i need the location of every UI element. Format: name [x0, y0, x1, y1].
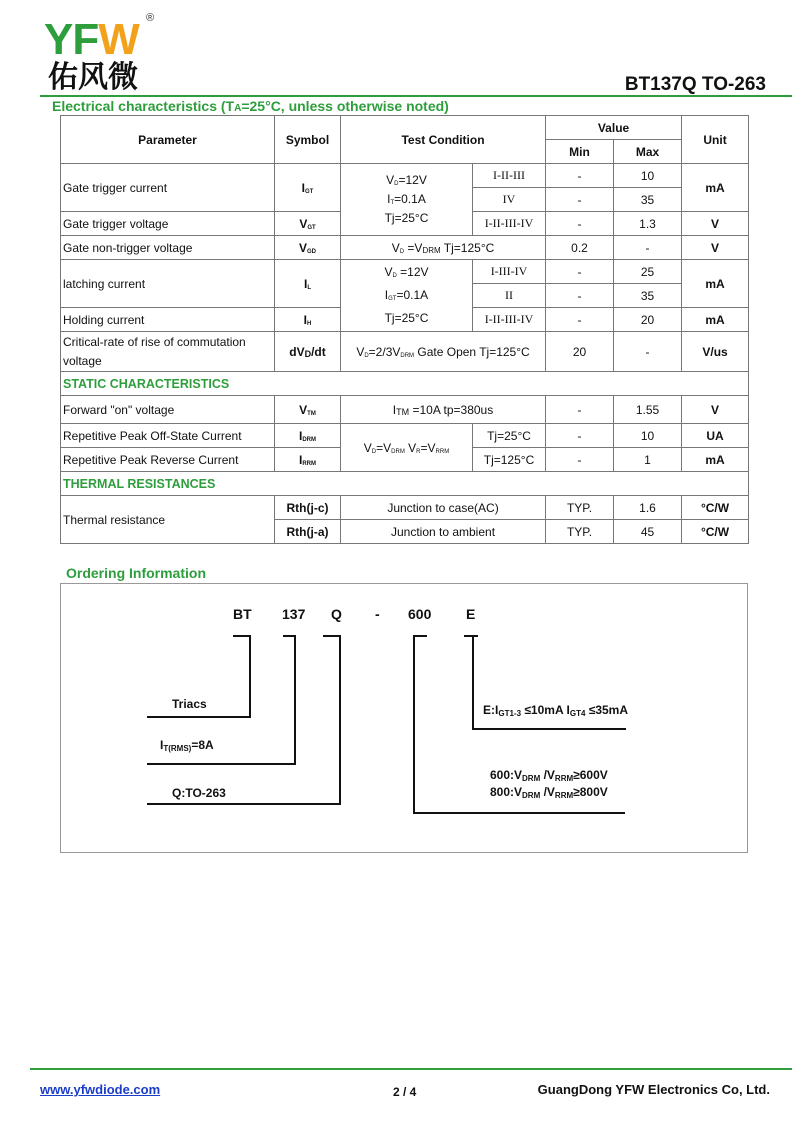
ordering-section-title: Ordering Information	[66, 565, 206, 581]
code-137: 137	[282, 606, 306, 622]
electrical-section-title: Electrical characteristics (TA=25°C, unless otherwise noted)	[52, 98, 449, 114]
max-value: 1	[614, 448, 682, 472]
quadrant: IV	[473, 188, 546, 212]
min-value: -	[546, 188, 614, 212]
company-name: GuangDong YFW Electronics Co, Ltd.	[537, 1082, 770, 1097]
param-commutation-voltage-rate: Critical-rate of rise of commutation voltage	[61, 332, 275, 372]
param-holding-current: Holding current	[61, 308, 275, 332]
cond-leakage: VD=VDRM VR=VRRM	[341, 424, 473, 472]
label-voltage-600: 600:VDRM /VRRM≥600V	[490, 768, 608, 783]
label-package: Q:TO-263	[172, 786, 226, 800]
min-value: -	[546, 448, 614, 472]
unit: V/us	[682, 332, 749, 372]
line-600	[413, 635, 415, 814]
param-forward-on-voltage: Forward "on" voltage	[61, 396, 275, 424]
min-value: -	[546, 308, 614, 332]
quadrant: II	[473, 284, 546, 308]
footer-divider	[30, 1068, 792, 1070]
symbol-vtm: VTM	[275, 396, 341, 424]
electrical-characteristics-table	[60, 115, 749, 544]
header-max: Max	[614, 140, 682, 164]
min-value: 0.2	[546, 236, 614, 260]
min-value: -	[546, 396, 614, 424]
bracket-600	[413, 635, 427, 637]
unit: °C/W	[682, 496, 749, 520]
max-value: 1.55	[614, 396, 682, 424]
header-min: Min	[546, 140, 614, 164]
param-repetitive-peak-reverse-current: Repetitive Peak Reverse Current	[61, 448, 275, 472]
label-triacs: Triacs	[172, 697, 207, 711]
min-value: -	[546, 424, 614, 448]
unit: V	[682, 236, 749, 260]
code-600: 600	[408, 606, 432, 622]
min-value: TYP.	[546, 496, 614, 520]
param-repetitive-peak-off-state-current: Repetitive Peak Off-State Current	[61, 424, 275, 448]
code-e: E	[466, 606, 476, 622]
max-value: 1.3	[614, 212, 682, 236]
symbol-igt: IGT	[275, 164, 341, 212]
max-value: 35	[614, 284, 682, 308]
param-latching-current: latching current	[61, 260, 275, 308]
quadrant: I-II-III-IV	[473, 308, 546, 332]
param-thermal-resistance: Thermal resistance	[61, 496, 275, 544]
thermal-resistances-heading: THERMAL RESISTANCES	[61, 472, 749, 496]
max-value: -	[614, 236, 682, 260]
cond-vgd: VD =VDRM Tj=125°C	[341, 236, 546, 260]
param-gate-trigger-voltage: Gate trigger voltage	[61, 212, 275, 236]
line-bt	[249, 635, 251, 718]
max-value: -	[614, 332, 682, 372]
min-value: -	[546, 164, 614, 188]
bracket-e	[464, 635, 478, 637]
line-it	[147, 763, 296, 765]
line-package	[147, 803, 341, 805]
min-value: TYP.	[546, 520, 614, 544]
line-q	[339, 635, 341, 805]
symbol-idrm: IDRM	[275, 424, 341, 448]
temperature: Tj=25°C	[473, 424, 546, 448]
code-dash: -	[375, 606, 380, 622]
static-characteristics-heading: STATIC CHARACTERISTICS	[61, 372, 749, 396]
registered-mark: ®	[146, 12, 155, 24]
max-value: 10	[614, 164, 682, 188]
param-gate-non-trigger-voltage: Gate non-trigger voltage	[61, 236, 275, 260]
code-q: Q	[331, 606, 342, 622]
header-divider	[40, 95, 792, 97]
code-bt: BT	[233, 606, 252, 622]
line-gate-current	[472, 728, 626, 730]
symbol-rth-jc: Rth(j-c)	[275, 496, 341, 520]
label-gate-current: E:IGT1-3 ≤10mA IGT4 ≤35mA	[483, 703, 629, 718]
unit: mA	[682, 308, 749, 332]
max-value: 35	[614, 188, 682, 212]
unit: °C/W	[682, 520, 749, 544]
unit: V	[682, 212, 749, 236]
logo-chinese-name: 佑风微	[48, 60, 138, 95]
header-test-condition: Test Condition	[341, 116, 546, 164]
unit: mA	[682, 260, 749, 308]
cond-junction-case: Junction to case(AC)	[341, 496, 546, 520]
max-value: 10	[614, 424, 682, 448]
line-137	[294, 635, 296, 765]
company-logo: YFW	[44, 15, 139, 64]
line-e	[472, 635, 474, 730]
unit: V	[682, 396, 749, 424]
max-value: 1.6	[614, 496, 682, 520]
header-symbol: Symbol	[275, 116, 341, 164]
quadrant: I-III-IV	[473, 260, 546, 284]
label-voltage-800: 800:VDRM /VRRM≥800V	[490, 785, 608, 800]
symbol-irrm: IRRM	[275, 448, 341, 472]
document-title: BT137Q TO-263	[624, 74, 766, 95]
website-link[interactable]: www.yfwdiode.com	[40, 1082, 161, 1097]
temperature: Tj=125°C	[473, 448, 546, 472]
label-current-rating: IT(RMS)=8A	[160, 738, 214, 753]
param-gate-trigger-current: Gate trigger current	[61, 164, 275, 212]
cond-junction-ambient: Junction to ambient	[341, 520, 546, 544]
cond-dvd: VD=2/3VDRM Gate Open Tj=125°C	[341, 332, 546, 372]
page-number: 2 / 4	[393, 1085, 417, 1099]
symbol-vgd: VGD	[275, 236, 341, 260]
max-value: 20	[614, 308, 682, 332]
ordering-diagram	[60, 583, 748, 853]
max-value: 45	[614, 520, 682, 544]
line-triacs	[147, 716, 251, 718]
max-value: 25	[614, 260, 682, 284]
symbol-vgt: VGT	[275, 212, 341, 236]
unit: mA	[682, 164, 749, 212]
symbol-ih: IH	[275, 308, 341, 332]
header-unit: Unit	[682, 116, 749, 164]
line-voltage	[413, 812, 625, 814]
header-parameter: Parameter	[61, 116, 275, 164]
symbol-dvd-dt: dVD/dt	[275, 332, 341, 372]
cond-igt: VD=12V IT=0.1A Tj=25°C	[341, 164, 473, 236]
cond-il: VD =12V IGT=0.1A Tj=25°C	[341, 260, 473, 332]
min-value: -	[546, 260, 614, 284]
min-value: 20	[546, 332, 614, 372]
header-value: Value	[546, 116, 682, 140]
cond-vtm: ITM =10A tp=380us	[341, 396, 546, 424]
symbol-il: IL	[275, 260, 341, 308]
symbol-rth-ja: Rth(j-a)	[275, 520, 341, 544]
quadrant: I-II-III-IV	[473, 212, 546, 236]
unit: UA	[682, 424, 749, 448]
quadrant: I-II-III	[473, 164, 546, 188]
min-value: -	[546, 212, 614, 236]
min-value: -	[546, 284, 614, 308]
unit: mA	[682, 448, 749, 472]
